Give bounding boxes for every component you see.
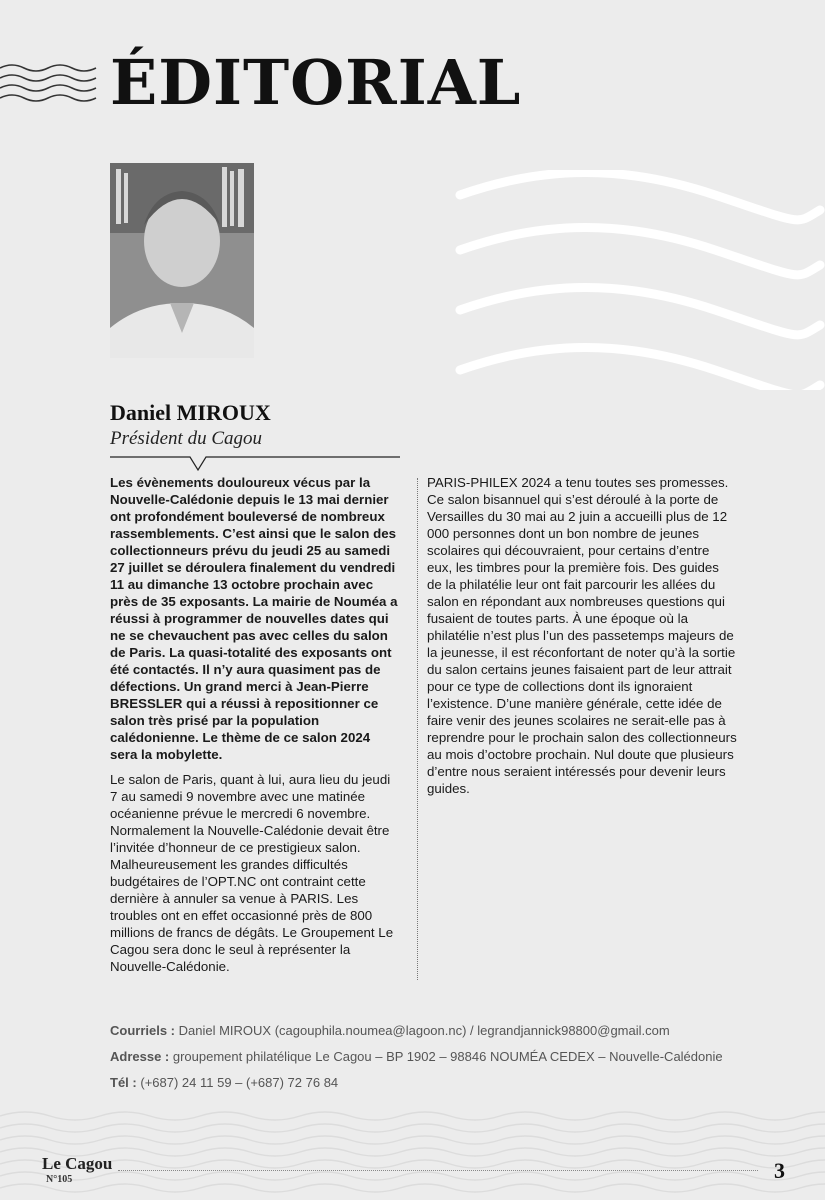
author-role: Président du Cagou: [110, 428, 262, 449]
footer-wave-pattern-icon: [0, 1108, 825, 1200]
article-paragraph: Le salon de Paris, quant à lui, aura lieu du jeudi 7 au samedi 9 novembre avec une matinée océanienne prévue le mercredi 6 novembre. Normalement la Nouvelle-Calédonie devait être l’invitée d’honneur de ce prestigieux salon. Malheureusement les grandes difficultés budgétaires de l’OPT.NC ont contraint cette dernière à annuler sa venue à PARIS. Les troubles ont en effet occasionné près de 800 millions de francs de dégâts. Le Groupement Le Cagou sera donc le seul à représenter la Nouvelle-Calédonie.: [110, 772, 394, 974]
author-portrait: [110, 163, 254, 358]
footer-magazine-name: Le Cagou: [42, 1154, 113, 1173]
phone-label: Tél :: [110, 1075, 137, 1090]
page-title: ÉDITORIAL: [110, 46, 522, 119]
article-paragraph: PARIS-PHILEX 2024 a tenu toutes ses promesses. Ce salon bisannuel qui s’est déroulé à la porte de Versailles du 30 mai au 2 juin a accueilli plus de 12 000 personnes dont un bon nombre de jeunes scolaires qui découvraient, pour certains d’entre eux, les timbres pour la première fois. Des guides de la philatélie leur ont fait parcourir les allées du salon en répondant aux nombreuses questions qui fusaient de toutes parts. À une époque où la philatélie n’est plus l’un des passetemps majeurs de la jeunesse, il est réconfortant de noter qu’à la sortie du salon certains jeunes faisaient part de leur attrait pour ce type de collections dont ils ignoraient l’existence. D’une manière générale, cette idée de faire venir des jeunes scolaires ne serait-elle pas à reprendre pour le prochain salon des collectionneurs au mois d’octobre prochain. Nul doute que plusieurs d’entre nous seraient intéressés pour devenir leurs guides.: [427, 475, 737, 796]
phone-value: (+687) 24 11 59 – (+687) 72 76 84: [140, 1075, 339, 1090]
column-divider: [417, 478, 418, 980]
email-label: Courriels :: [110, 1023, 176, 1038]
author-name: Daniel MIROUX: [110, 400, 271, 425]
contact-email-line: [110, 1023, 670, 1038]
footer-dotted-rule: [118, 1170, 758, 1171]
address-value: groupement philatélique Le Cagou – BP 1902 – 98846 NOUMÉA CEDEX – Nouvelle-Calédonie: [172, 1049, 723, 1064]
article-lead: Les évènements douloureux vécus par la Nouvelle-Calédonie depuis le 13 mai dernier ont profondément bouleversé de nombreux rassemblements. C’est ainsi que le salon des collectionneurs prévu du jeudi 25 au samedi 27 juillet se déroulera finalement du vendredi 11 au dimanche 13 octobre prochain avec près de 35 exposants. La mairie de Nouméa a réussi à programmer de nouvelles dates qui ne se chevauchent pas avec celles du salon de Paris. La quasi-totalité des exposants ont été contactés. Il n’y aura quasiment pas de défections. Un grand merci à Jean-Pierre BRESSLER qui a réussi à repositionner ce salon très prisé par la population calédonienne. Le thème de ce salon 2024 sera la mobylette.: [110, 475, 398, 762]
cancellation-waves-icon: [455, 170, 825, 390]
wave-lines-left-icon: [0, 60, 100, 110]
article-column-left: [110, 474, 400, 983]
contact-phone-line: [110, 1075, 338, 1090]
page-number: 3: [774, 1158, 785, 1183]
speech-pointer-icon: [110, 454, 400, 474]
article-column-right: [427, 474, 737, 805]
contact-address-line: [110, 1049, 723, 1064]
footer-issue-number: N°105: [46, 1174, 73, 1185]
email-value: Daniel MIROUX (cagouphila.noumea@lagoon.nc) / legrandjannick98800@gmail.com: [178, 1023, 670, 1038]
address-label: Adresse :: [110, 1049, 170, 1064]
